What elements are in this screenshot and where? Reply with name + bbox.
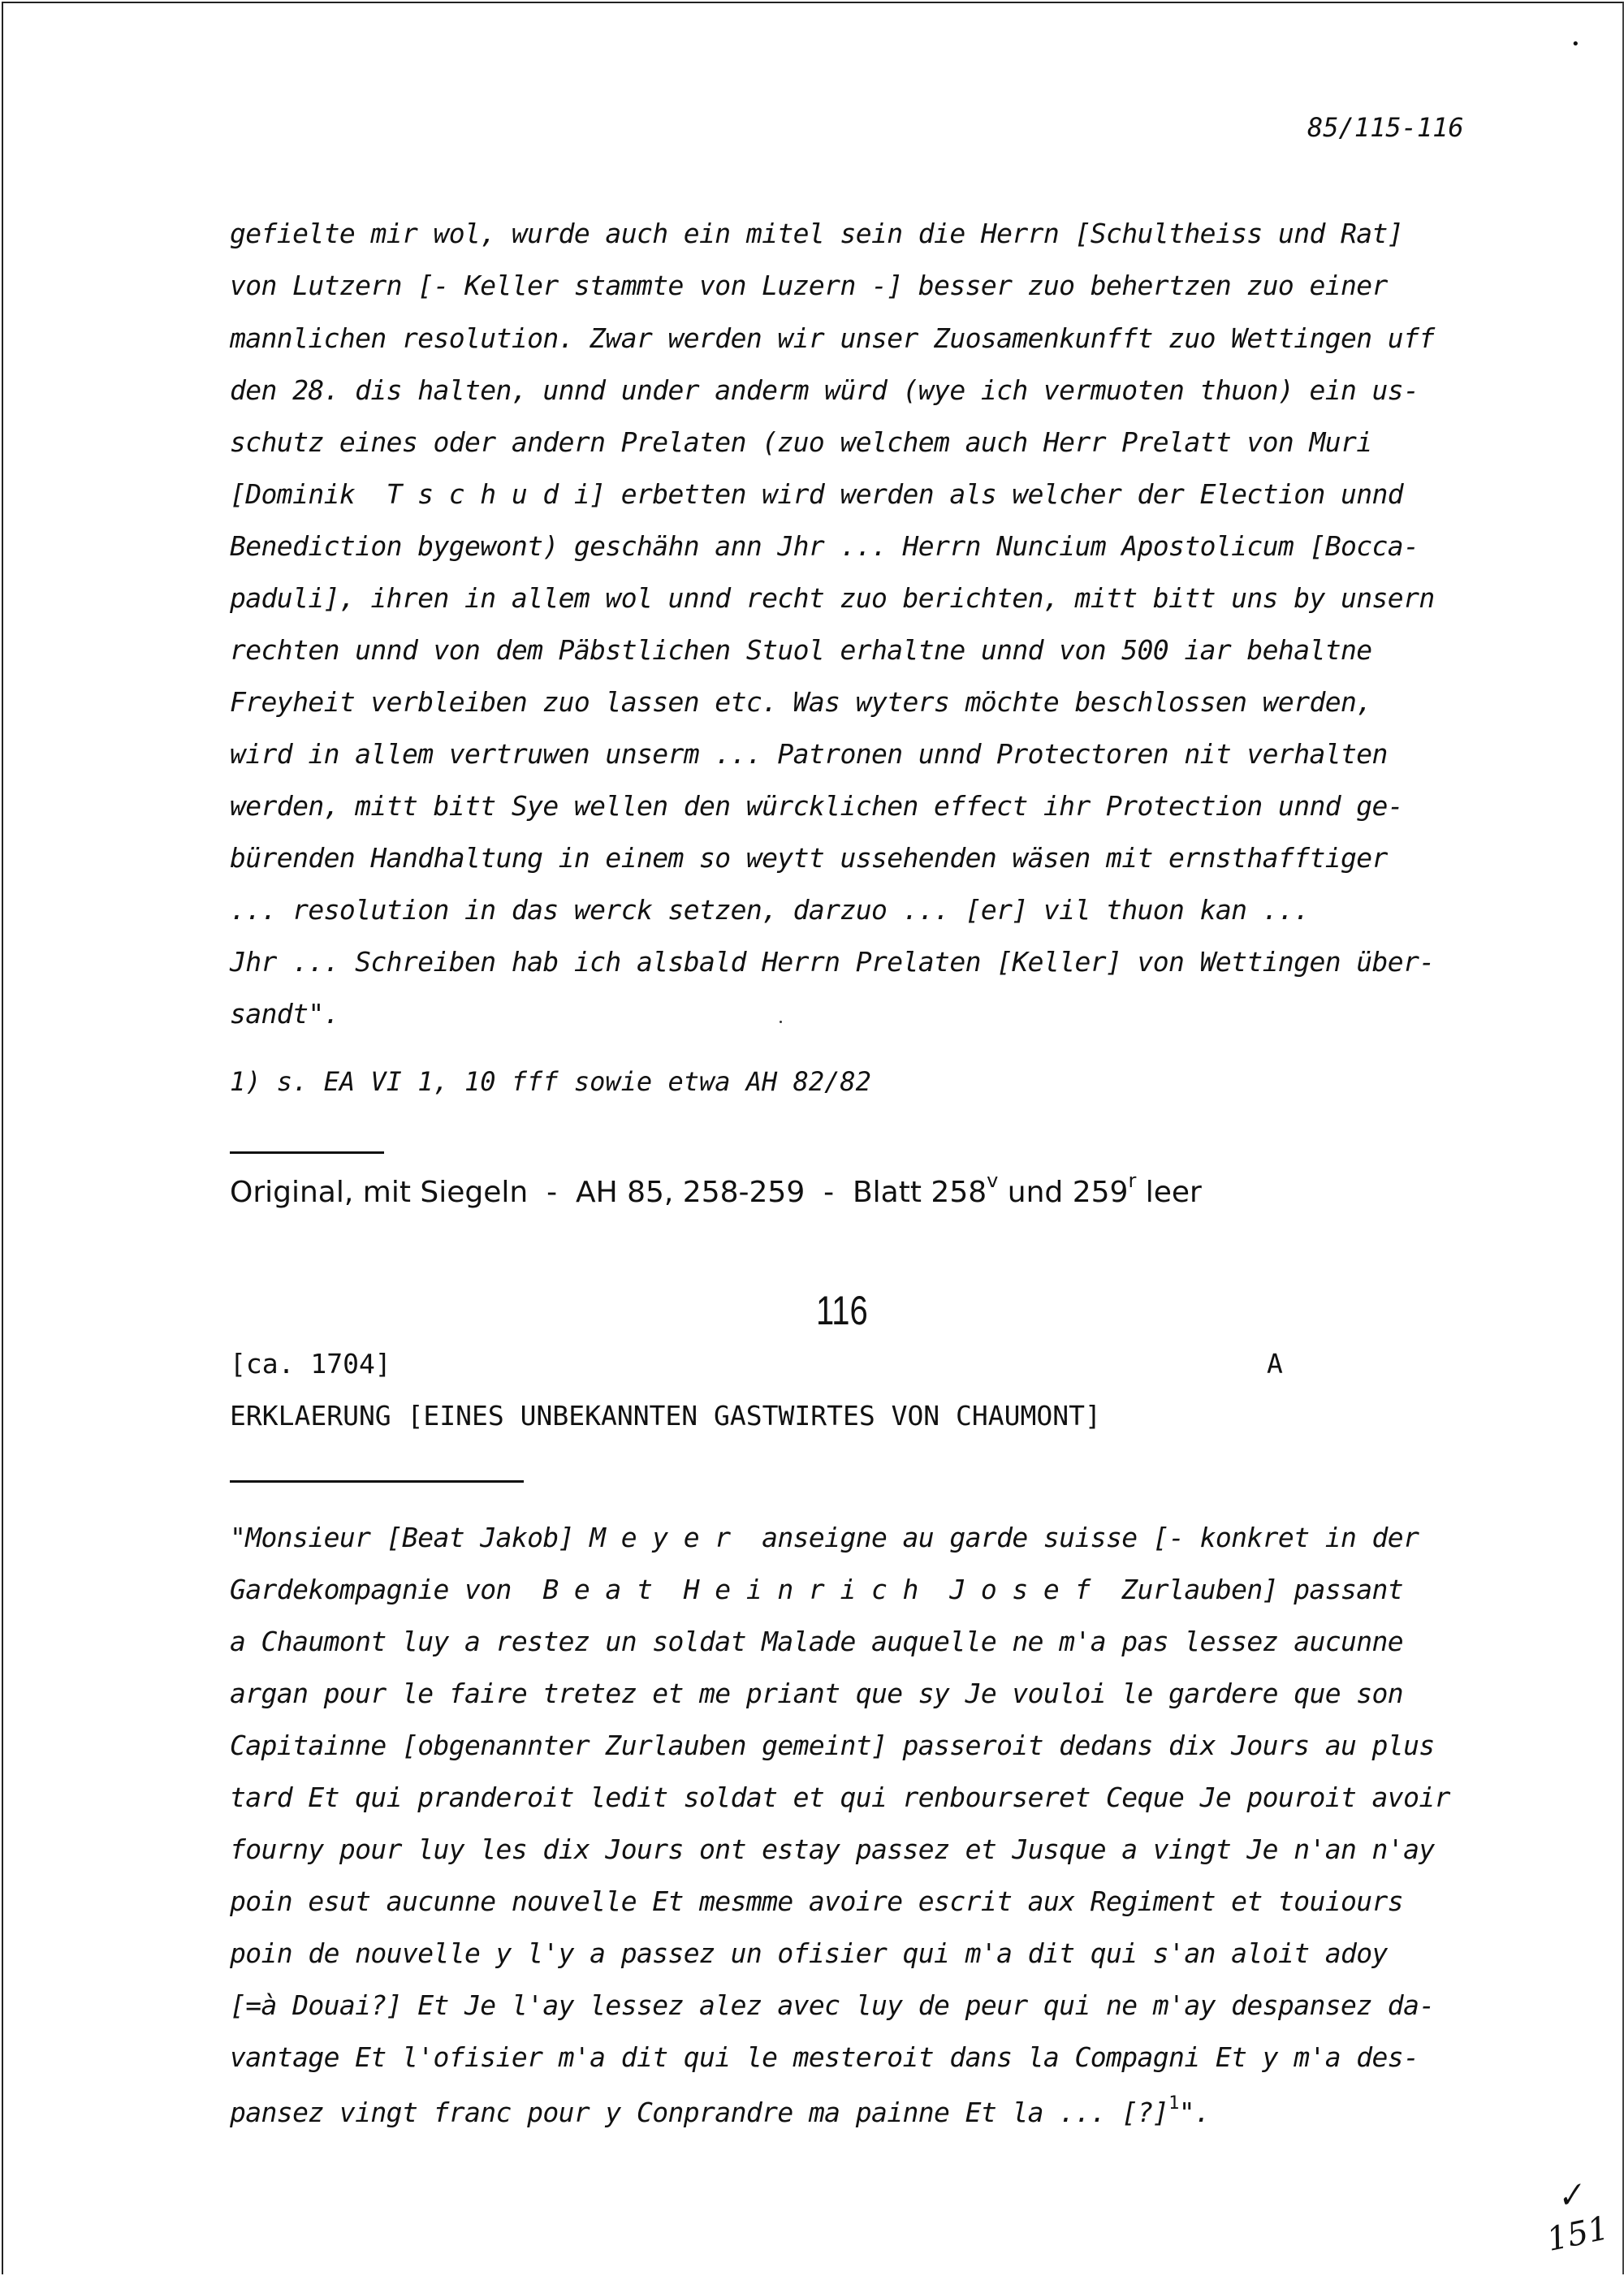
text-line: argan pour le faire tretez et me priant que sy Je vouloi le gardere que son [230,1678,1404,1709]
body-line: bürenden Handhaltung in einem so weytt ussehenden wäsen mit ernsthafftiger [230,842,1388,874]
source-note [230,1169,1202,1209]
document-date: [ca. 1704] [230,1348,391,1380]
body-line: werden, mitt bitt Sye wellen den würcklichen effect ihr Protection unnd ge- [230,790,1404,822]
footnote-marker: 1 [1168,2093,1179,2114]
body-line: schutz eines oder andern Prelaten (zuo welchem auch Herr Prelatt von Muri [230,426,1372,458]
separator-rule [230,1151,384,1154]
text-line: [=à Douai?] Et Je l'ay lessez alez avec luy de peur qui ne m'ay despansez da- [230,1989,1435,2021]
text-line-last [230,2093,1210,2128]
body-line: von Lutzern [- Keller stammte von Luzern -] besser zuo behertzen zuo einer [230,270,1388,301]
footnote: 1) s. EA VI 1, 10 fff sowie etwa AH 82/82 [230,1066,871,1097]
text-line: Gardekompagnie von B e a t H e i n r i c h J o s e f Zurlauben] passant [230,1574,1404,1605]
text-line: fourny pour luy les dix Jours ont estay passez et Jusque a vingt Je n'an n'ay [230,1833,1435,1865]
source-end: leer [1136,1176,1202,1209]
document-number: 116 [816,1288,868,1333]
text-line: a Chaumont luy a restez un soldat Malade auquelle ne m'a pas lessez aucunne [230,1626,1404,1657]
text-line: poin esut aucunne nouvelle Et mesmme avoire escrit aux Regiment et touiours [230,1885,1404,1917]
source-mid: und 259 [998,1176,1129,1209]
body-line: sandt". [230,998,339,1030]
text-line: tard Et qui pranderoit ledit soldat et qui renbourseret Ceque Je pouroit avoir [230,1781,1450,1813]
body-line: Jhr ... Schreiben hab ich alsbald Herrn Prelaten [Keller] von Wettingen über- [230,946,1435,978]
body-line: gefielte mir wol, wurde auch ein mitel sein die Herrn [Schultheiss und Rat] [230,218,1404,249]
source-sup-recto: r [1128,1169,1137,1192]
last-line-end: ". [1178,2097,1211,2128]
speck [780,1021,782,1023]
body-line: ... resolution in das werck setzen, darzuo ... [er] vil thuon kan ... [230,894,1310,926]
body-line: wird in allem vertruwen unserm ... Patronen unnd Protectoren nit verhalten [230,738,1388,770]
body-line: rechten unnd von dem Päbstlichen Stuol erhaltne unnd von 500 iar behaltne [230,634,1372,666]
body-line: den 28. dis halten, unnd under anderm würd (wye ich vermuoten thuon) ein us- [230,374,1419,406]
text-line: poin de nouvelle y l'y a passez un ofisier qui m'a dit qui s'an aloit adoy [230,1937,1388,1969]
page-reference: 85/115-116 [1307,112,1464,143]
body-line: mannlichen resolution. Zwar werden wir unser Zuosamenkunfft zuo Wettingen uff [230,322,1435,354]
text-line: vantage Et l'ofisier m'a dit qui le mesteroit dans la Compagni Et y m'a des- [230,2041,1419,2073]
body-line: paduli], ihren in allem wol unnd recht zuo berichten, mitt bitt uns by unsern [230,582,1435,614]
source-main: Original, mit Siegeln - AH 85, 258-259 - Blatt 258 [230,1176,987,1209]
corner-mark: • [1571,36,1580,53]
document-letter: A [1267,1348,1283,1380]
body-line: [Dominik T s c h u d i] erbetten wird werden als welcher der Election unnd [230,478,1404,510]
text-line: Capitainne [obgenannter Zurlauben gemeint] passeroit dedans dix Jours au plus [230,1730,1435,1761]
title-rule [230,1480,524,1483]
document-title: ERKLAERUNG [EINES UNBEKANNTEN GASTWIRTES VON CHAUMONT] [230,1400,1101,1432]
body-line: Freyheit verbleiben zuo lassen etc. Was wyters möchte beschlossen werden, [230,686,1372,718]
text-line: "Monsieur [Beat Jakob] M e y e r anseigne au garde suisse [- konkret in der [230,1522,1419,1553]
body-line: Benediction bygewont) geschähn ann Jhr ... Herrn Nuncium Apostolicum [Bocca- [230,530,1419,562]
handwritten-page-number: 151 [1544,2209,1613,2259]
check-mark-icon: ✓ [1553,2175,1587,2218]
last-line-text: pansez vingt franc pour y Conprandre ma painne Et la ... [?] [230,2097,1169,2128]
source-sup-verso: v [987,1169,999,1192]
